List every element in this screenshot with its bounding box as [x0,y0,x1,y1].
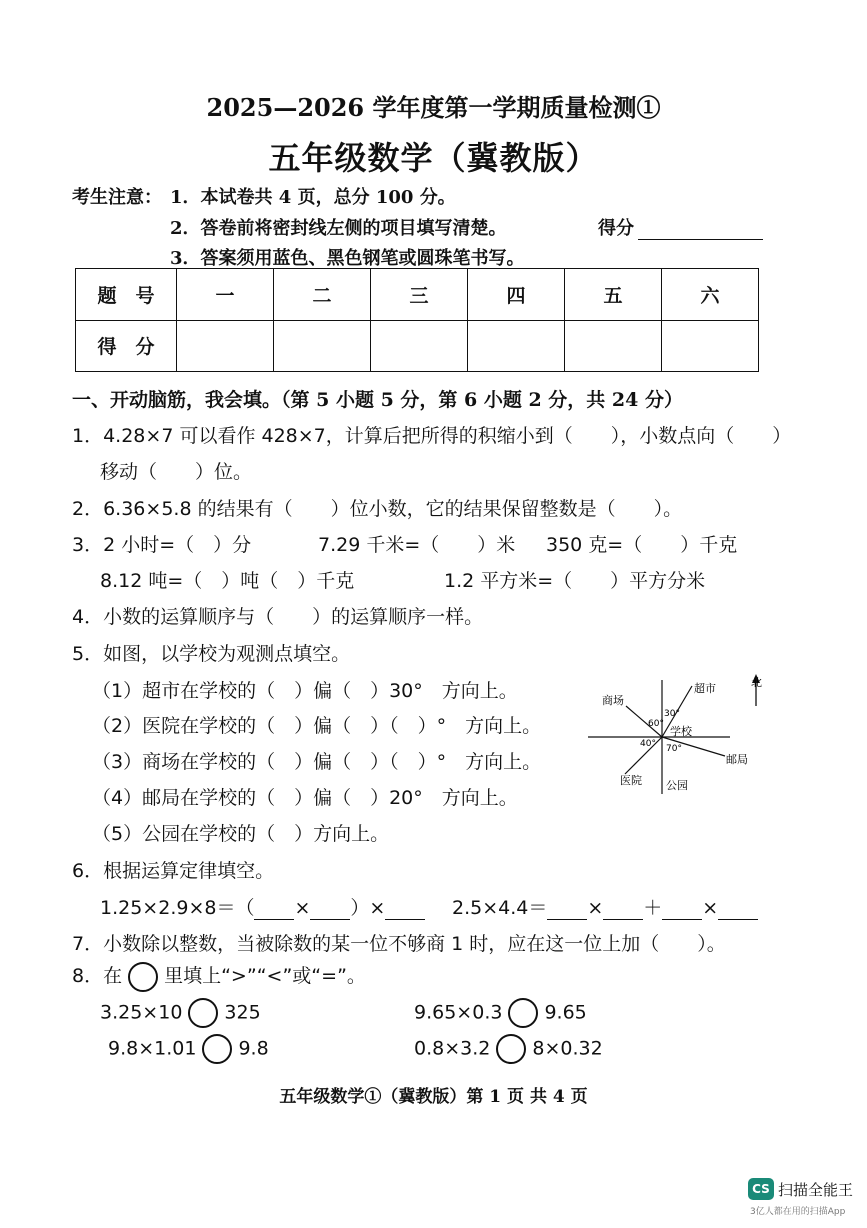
score-cell-2[interactable] [274,320,371,372]
question-4: 4．小数的运算顺序与（ ）的运算顺序一样。 [72,606,484,628]
question-5-4: （4）邮局在学校的（ ）偏（ ）20° 方向上。 [92,787,518,809]
compare-2-circle[interactable] [508,998,538,1028]
question-5-1: （1）超市在学校的（ ）偏（ ）30° 方向上。 [92,680,518,702]
question-3a: 3．2 小时=（ ）分 [72,534,252,556]
compare-3-left: 9.8×1.01 [108,1037,197,1060]
scanner-name: 扫描全能王 [778,1180,854,1199]
compare-item-4 [414,1034,603,1064]
score-cell-1[interactable] [177,320,274,372]
q6b-times-2: × [702,897,719,919]
compare-4-right: 8×0.32 [532,1037,603,1060]
q6a-blank-1[interactable] [254,901,294,920]
angle-60-label: 60° [648,719,664,729]
compare-4-left: 0.8×3.2 [414,1037,491,1060]
q8-circle-example [128,962,158,992]
q6a-close: ）× [350,897,386,919]
question-6a [100,893,425,920]
compare-item-2 [414,998,587,1028]
score-cell-6[interactable] [662,320,759,372]
notice-item-1: 1．本试卷共 4 页，总分 100 分。 [170,187,456,208]
scanner-tagline: 3亿人都在用的扫描App [750,1207,846,1217]
score-cell-5[interactable] [565,320,662,372]
compare-item-1 [100,998,261,1028]
score-cell-4[interactable] [468,320,565,372]
score-table [75,268,759,372]
compare-item-3 [108,1034,269,1064]
school-label: 学校 [670,725,692,738]
q6a-blank-3[interactable] [385,901,425,920]
question-5-5: （5）公园在学校的（ ）方向上。 [92,823,390,845]
direction-diagram [580,668,780,798]
compare-3-right: 9.8 [238,1037,269,1060]
mall-label: 商场 [602,694,624,707]
question-number-header: 题 号 [76,269,177,321]
column-2: 二 [274,269,371,321]
q6a-blank-2[interactable] [310,901,350,920]
scanner-brand [748,1178,853,1200]
question-5-2: （2）医院在学校的（ ）偏（ ）（ ）° 方向上。 [92,715,542,737]
score-table-score-row [76,320,759,372]
score-label: 得分 [598,218,634,239]
score-table-header-row [76,269,759,321]
angle-70-label: 70° [666,744,682,754]
scanner-logo-icon: CS [748,1178,774,1200]
section-1-heading: 一、开动脑筋，我会填。（第 5 小题 5 分，第 6 小题 2 分，共 24 分） [72,389,683,411]
q6b-prefix: 2.5×4.4＝ [452,897,548,919]
compare-1-left: 3.25×10 [100,1001,183,1024]
angle-30-label: 30° [664,709,680,719]
question-3b: 7.29 千米=（ ）米 [318,534,516,556]
exam-subtitle: 五年级数学（冀教版） [268,139,599,177]
q6b-blank-2[interactable] [603,901,643,920]
column-1: 一 [177,269,274,321]
score-row-header: 得 分 [76,320,177,372]
score-field [598,214,763,240]
question-1-line-2: 移动（ ）位。 [100,461,253,483]
north-label: 北 [751,676,762,689]
q6b-plus: ＋ [643,897,663,919]
q6b-blank-3[interactable] [662,901,702,920]
q6b-blank-4[interactable] [718,901,758,920]
score-blank [638,219,763,240]
hospital-label: 医院 [620,774,642,787]
column-3: 三 [371,269,468,321]
q8-prefix: 8．在 [72,965,123,987]
question-3d: 8.12 吨=（ ）吨（ ）千克 [100,570,355,592]
column-4: 四 [468,269,565,321]
supermarket-label: 超市 [694,682,716,695]
post-office-label: 邮局 [726,753,748,766]
question-6: 6．根据运算定律填空。 [72,860,275,882]
q6a-times: × [294,897,311,919]
question-5: 5．如图，以学校为观测点填空。 [72,643,351,665]
notice-label: 考生注意： [72,187,162,208]
page-footer: 五年级数学①（冀教版）第 1 页 共 4 页 [279,1087,588,1107]
angle-40-label: 40° [640,739,656,749]
compare-1-circle[interactable] [188,998,218,1028]
question-3e: 1.2 平方米=（ ）平方分米 [444,570,706,592]
compare-3-circle[interactable] [202,1034,232,1064]
q6a-prefix: 1.25×2.9×8＝（ [100,897,255,919]
compare-1-right: 325 [224,1001,261,1024]
notice-item-3: 3．答案须用蓝色、黑色钢笔或圆珠笔书写。 [170,248,525,269]
q6b-times-1: × [587,897,604,919]
question-7: 7．小数除以整数，当被除数的某一位不够商 1 时，应在这一位上加（ ）。 [72,933,726,955]
score-cell-3[interactable] [371,320,468,372]
compare-2-left: 9.65×0.3 [414,1001,503,1024]
column-6: 六 [662,269,759,321]
compare-4-circle[interactable] [496,1034,526,1064]
q6b-blank-1[interactable] [547,901,587,920]
compare-2-right: 9.65 [544,1001,587,1024]
question-8 [72,961,366,992]
q8-suffix: 里填上“>”“<”或“=”。 [164,965,366,987]
question-2: 2．6.36×5.8 的结果有（ ）位小数，它的结果保留整数是（ ）。 [72,498,683,520]
exam-title: 2025—2026 学年度第一学期质量检测① [206,93,661,122]
question-1-line-1: 1．4.28×7 可以看作 428×7，计算后把所得的积缩小到（ ），小数点向（ ） [72,425,792,447]
notice-item-2: 2．答卷前将密封线左侧的项目填写清楚。 [170,218,507,239]
column-5: 五 [565,269,662,321]
question-6b [452,893,758,920]
park-label: 公园 [666,779,688,792]
question-3c: 350 克=（ ）千克 [546,534,738,556]
question-5-3: （3）商场在学校的（ ）偏（ ）（ ）° 方向上。 [92,751,542,773]
